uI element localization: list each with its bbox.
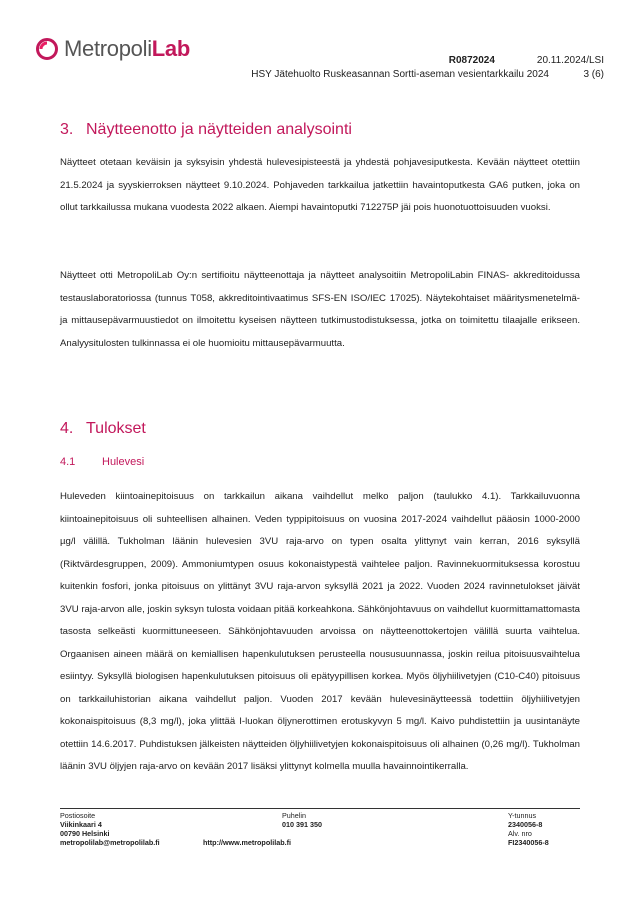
section-3-body-2 [60, 265, 580, 355]
footer-phone-number: 010 391 350 [282, 820, 322, 829]
section-title: Tulokset [86, 420, 146, 437]
footer-address-label: Postiosoite [60, 811, 96, 820]
footer-ytunnus: 2340056-8 [508, 820, 543, 829]
section-3-heading [60, 121, 352, 139]
footer-postcode: 00790 Helsinki [60, 829, 110, 838]
section-4-body [60, 486, 580, 779]
subsection-number: 4.1 [60, 456, 76, 468]
logo-text-part1: Metropoli [64, 36, 152, 61]
logo-wordmark [64, 36, 190, 62]
footer-company-ids [508, 811, 549, 847]
logo-circle-icon [36, 38, 58, 60]
report-title: HSY Jätehuolto Ruskeasannan Sortti-aseman vesientarkkailu 2024 [251, 69, 549, 80]
report-header [251, 55, 604, 83]
page-number: 3 (6) [583, 69, 604, 80]
section-title: Näytteenotto ja näytteiden analysointi [86, 121, 352, 138]
footer-phone [282, 811, 322, 829]
subsection-4-1-heading [60, 456, 144, 468]
section-number: 4. [60, 420, 74, 437]
footer-website[interactable]: http://www.metropolilab.fi [203, 838, 291, 847]
footer-alv-label: Alv. nro [508, 829, 532, 838]
paragraph: Näytteet otetaan keväisin ja syksyisin yhdestä hulevesipisteestä ja yhdestä pohjavesiputkesta. Kevään näytteet otettiin 21.5.2024 ja syyskierroksen näytteet 9.10.2024. Pohjaveden tarkkailua jatkettiin havaintoputkesta GA6 putken, joka on ollut tarkkailussa mukana vuodesta 2022 alkaen. Aiempi havaintoputki 712275P jäi pois huonotuottoisuuden vuoksi. [60, 157, 580, 213]
report-date: 20.11.2024/LSI [536, 55, 604, 66]
section-4-heading [60, 420, 146, 438]
subsection-title: Hulevesi [102, 456, 145, 468]
paragraph: Näytteet otti MetropoliLab Oy:n sertifioitu näytteenottaja ja näytteet analysoitiin MetropoliLabin FINAS- akkreditoidussa testauslaboratoriossa (tunnus T058, akkreditointivaatimus SFS-EN ISO/IEC 17025). Näytekohtaiset määritysmenetelmä- ja mittausepävarmuustiedot on ilmoitettu kyseisen näytteen tutkimustodistuksessa, jotka on toimitettu tilaajalle erikseen. Analyysitulosten tulkinnassa ei ole huomioitu mittausepävarmuutta. [60, 270, 580, 349]
footer-ytunnus-label: Y-tunnus [508, 811, 537, 820]
report-number: R0872024 [448, 55, 495, 66]
company-logo [36, 36, 190, 62]
logo-text-part2: Lab [151, 36, 191, 61]
paragraph: Huleveden kiintoainepitoisuus on tarkkailun aikana vaihdellut melko paljon (taulukko 4.1). Tarkkailuvuonna kiintoainepitoisuus oli suhteellisen alhainen. Veden typpipitoisuus on vuosina 2017-2024 vaihdellut pääosin 1000-2000 µg/l välillä. Tukholman läänin hulevesien 3VU raja-arvo on typen osalta ylittynyt vain kerran, 2016 syksyllä (Riktvärdesgruppen, 2009). Ammoniumtypen osuus kokonaistypestä vaihtelee paljon. Ravinnekuormituksessa korostuu kuitenkin fosfori, jonka pitoisuus on ylittänyt 3VU raja-arvon syksyllä 2021 ja 2022. Vuoden 2024 ravinnetulokset jäivät 3VU raja-arvon alle, joskin syksyn tulosta voidaan pitää korkeahkona. Sähkönjohtavuus on vaihdellut kuormittamattomasta tasosta selkeästi kuormittuneeseen. Sähkönjohtavuuden arvoissa on näytteenottokertojen välillä suurta vaihtelua. Orgaanisen aineen määrä on kemiallisen hapenkulutuksen perusteella noususuunnassa, joskin reilua pitoisuusvaihtelua esiintyy. Syksyllä biologisen hapenkulutuksen pitoisuus oli epätyypillisen korkea. Myös öljyhiilivetyjen (C10-C40) pitoisuus on tarkkailuhistorian aikana vaihdellut paljon. Vuoden 2017 kevään hulevesinäytteessä todettiin öljyhiilivetyjen kokonaispitoisuus (8,3 mg/l), joka ylittää I-luokan öljynerottimen erotuskyvyn 5 mg/l. Kaivo puhdistettiin ja uusintanäyte otettiin 14.6.2017. Puhdistuksen jälkeisten näytteiden öljyhiilivetyjen kokonaispitoisuus oli alhainen (0,26 mg/l). Tukholman läänin 3VU öljyjen raja-arvo on kevään 2017 lisäksi ylittynyt kolmella muulla havainnointikerralla. [60, 491, 580, 772]
footer-divider [60, 808, 580, 809]
footer-phone-label: Puhelin [282, 811, 306, 820]
footer-alv: FI2340056-8 [508, 838, 549, 847]
section-3-body [60, 152, 580, 220]
footer-email[interactable]: metropolilab@metropolilab.fi [60, 838, 160, 847]
footer-address [60, 811, 160, 847]
footer-street: Viikinkaari 4 [60, 820, 102, 829]
section-number: 3. [60, 121, 74, 138]
footer-website-col [203, 838, 291, 847]
